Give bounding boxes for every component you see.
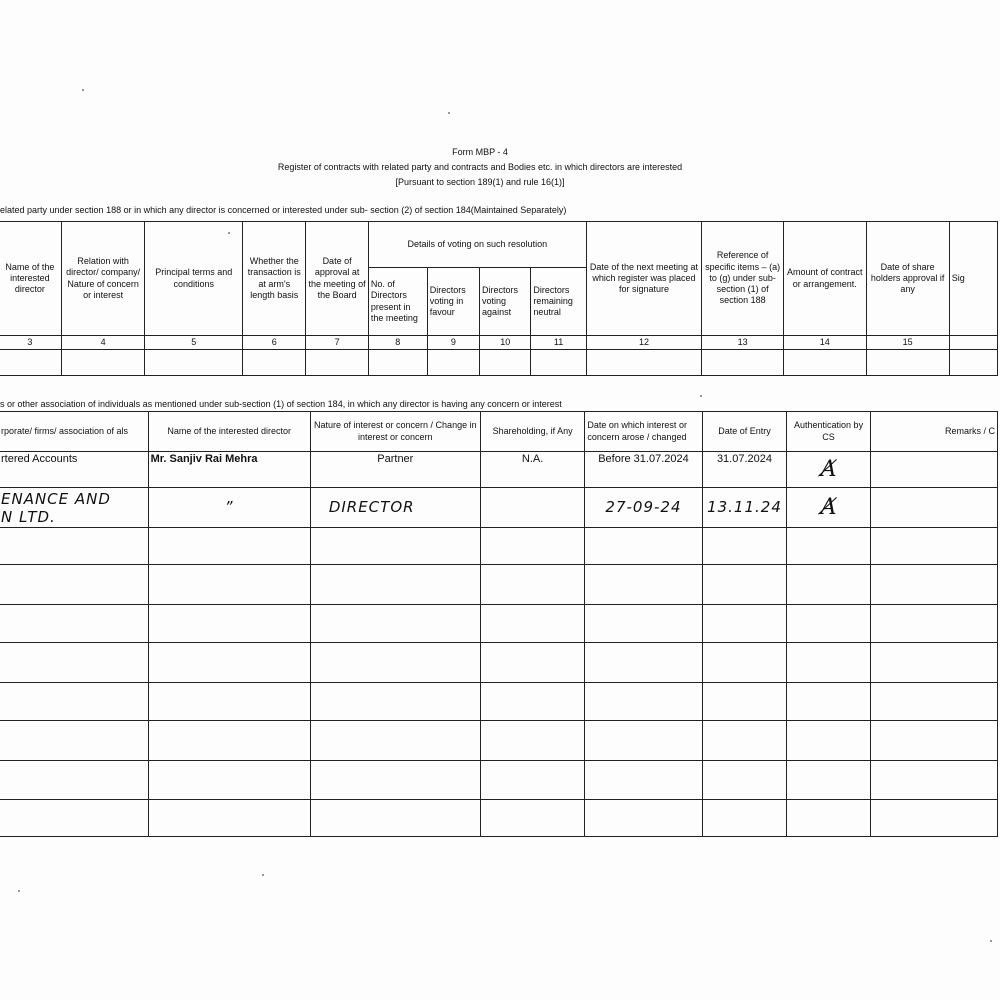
header-signature: Sig [949,222,997,336]
header-arms-length: Whether the transaction is at arm's length basis [243,222,306,336]
scan-speck [228,232,230,234]
remarks-cell [870,452,997,488]
header-voting-details: Details of voting on such resolution [368,222,586,268]
shareholding-cell [480,488,585,528]
table-row [0,565,998,605]
header-amount: Amount of contract or arrangement. [784,222,867,336]
date-entry-cell: 31.07.2024 [702,452,787,488]
header-voting-present: No. of Directors present in the meeting [368,268,427,336]
header-remarks: Remarks / C [870,412,997,452]
date-entry-cell: 13.11.24 [702,488,787,528]
remarks-cell [870,488,997,528]
section1-caption: elated party under section 188 or in which any director is concerned or interested under sub- section (2) of section 184(Maintained Separately) [0,205,567,215]
header-date-approval: Date of approval at the meeting of the Board [306,222,369,336]
column-number: 4 [61,336,145,350]
director-cell: ” [148,488,310,528]
table-row [0,800,998,837]
table-row [0,643,998,683]
scan-speck [18,890,20,892]
table-row [0,350,998,376]
header-reference: Reference of specific items – (a) to (g) under sub-section (1) of section 188 [702,222,784,336]
section2-caption: s or other association of individuals as mentioned under sub-section (1) of section 184, in which any director is having any concern or interest [0,399,562,409]
column-number: 11 [531,336,586,350]
column-number: 14 [784,336,867,350]
header-next-meeting: Date of the next meeting at which register was placed for signature [586,222,701,336]
header-shareholders-approval: Date of share holders approval if any [866,222,949,336]
table-row [0,761,998,800]
column-number-row [0,336,998,350]
table-row [0,488,998,528]
scan-speck [700,395,702,397]
body-corporate-cell: rtered Accounts [0,452,148,488]
related-party-table [0,221,998,376]
column-number: 8 [368,336,427,350]
nature-cell: Partner [310,452,480,488]
header-nature-interest: Nature of interest or concern / Change in interest or concern [310,412,480,452]
nature-cell: DIRECTOR [310,488,480,528]
shareholding-cell: N.A. [480,452,585,488]
column-number: 15 [866,336,949,350]
body-corporate-cell [0,488,148,528]
header-date-arose: Date on which interest or concern arose / changed [585,412,702,452]
scan-speck [262,874,264,876]
scan-speck [448,112,450,114]
header-principal-terms: Principal terms and conditions [145,222,243,336]
header-relation: Relation with director/ company/ Nature of concern or interest [61,222,145,336]
column-number: 6 [243,336,306,350]
form-subtitle: Register of contracts with related party and contracts and Bodies etc. in which directors are interested [277,162,683,172]
form-title: Form MBP - 4 [452,147,508,157]
column-number: 13 [702,336,784,350]
column-number: 3 [0,336,61,350]
table-row [0,452,998,488]
column-number: 7 [306,336,369,350]
body-corporate-line: N LTD. [1,507,56,526]
header-voting-favour: Directors voting in favour [427,268,479,336]
header-body-corporate: rporate/ firms/ association of als [0,412,148,452]
scan-speck [990,940,992,942]
header-voting-against: Directors voting against [480,268,531,336]
table-row [0,605,998,643]
body-corporate-line: ENANCE AND [1,489,111,508]
header-shareholding: Shareholding, if Any [480,412,585,452]
interest-table [0,411,998,837]
date-arose-cell: 27-09-24 [585,488,702,528]
column-number: 5 [145,336,243,350]
cs-initials: A̸ [787,488,870,528]
header-date-entry: Date of Entry [702,412,787,452]
column-number: 9 [427,336,479,350]
director-cell: Mr. Sanjiv Rai Mehra [148,452,310,488]
header-voting-neutral: Directors remaining neutral [531,268,586,336]
header-authentication: Authentication by CS [787,412,870,452]
column-number: 10 [480,336,531,350]
scan-speck [82,89,84,91]
date-arose-cell: Before 31.07.2024 [585,452,702,488]
header-interested-director: Name of the interested director [148,412,310,452]
table-row [0,528,998,565]
form-pursuant: [Pursuant to section 189(1) and rule 16(1)] [395,177,565,187]
header-name-director: Name of the interested director [0,222,61,336]
column-number: 12 [586,336,701,350]
column-number [949,336,997,350]
table-row [0,721,998,761]
table-row [0,683,998,721]
cs-initials: A̸ [787,452,870,488]
